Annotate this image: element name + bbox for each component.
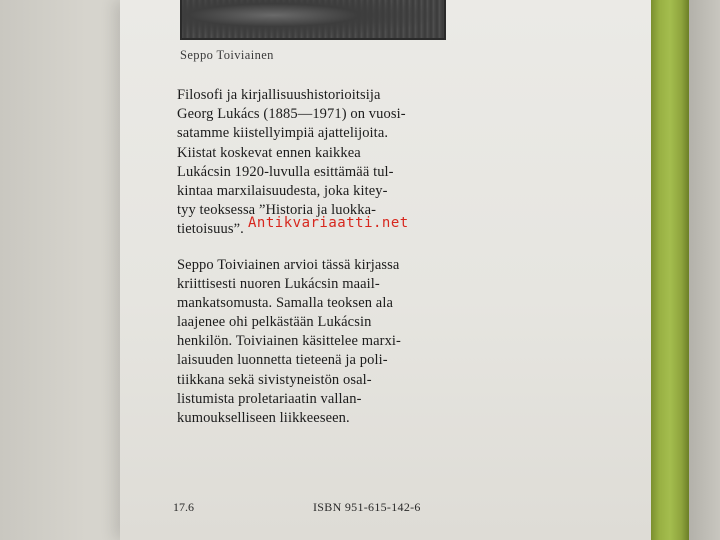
text-line: mankatsomusta. Samalla teoksen ala [177,294,394,311]
text-line: laajenee ohi pelkästään Lukácsin [177,314,372,331]
text-line: listumista proletariaatin vallan- [177,390,362,407]
photo-caption: Seppo Toiviainen [180,48,274,62]
text-line: henkilön. Toiviainen käsittelee marxi- [177,333,401,350]
text-line: tietoisuus”. [177,221,244,238]
text-line: kumoukselliseen liikkeeseen. [177,410,350,426]
paragraph-2 [177,256,455,429]
text-line: tiikkana sekä sivistyneistön osal- [177,371,372,388]
text-line: kriittisesti nuoren Lukácsin maail- [177,275,380,292]
text-line: laisuuden luonnetta tieteenä ja poli- [177,352,388,369]
text-line: Kiistat koskevat ennen kaikkea [177,144,361,161]
isbn-number: ISBN 951-615-142-6 [313,500,421,514]
book-spine [651,0,689,540]
text-line: tyy teoksessa ”Historia ja luokka- [177,202,377,219]
text-line: satamme kiistellyimpiä ajattelijoita. [177,125,389,142]
price-code: 17.6 [173,500,194,514]
text-line: Filosofi ja kirjallisuushistorioitsija [177,87,381,103]
text-line: Lukácsin 1920-luvulla esittämää tul- [177,163,394,180]
text-line: Seppo Toiviainen arvioi tässä kirjassa [177,256,400,273]
blurb-text [177,86,455,428]
book-edge [689,0,720,540]
author-photo [180,0,446,40]
text-line: Georg Lukács (1885—1971) on vuosi- [177,106,406,123]
watermark-text: Antikvariaatti.net [248,215,409,231]
text-line: kintaa marxilaisuudesta, joka kitey- [177,182,388,199]
